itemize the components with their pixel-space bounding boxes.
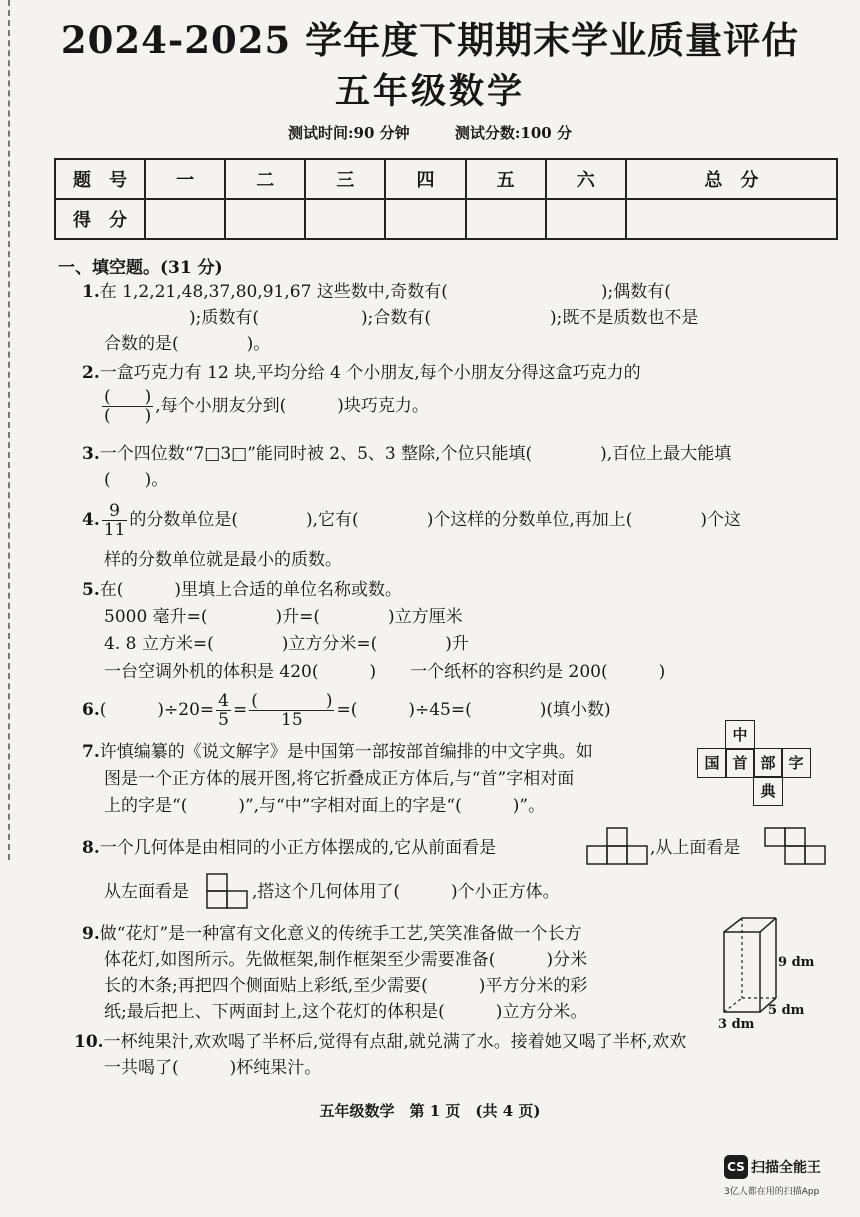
question-4-line-1: 4. $\frac{9}{11}$ 的分数单位是( ),它有( )个这样的分数单位,再加上( )个这 (82, 501, 741, 540)
question-9-line-4: 纸;最后把上、下两面封上,这个花灯的体积是( )立方分米。 (104, 1002, 588, 1022)
question-8-line-1b: ,从上面看是 (650, 838, 741, 858)
score-cell[interactable] (305, 199, 385, 239)
question-2-line-1: 2.一盒巧克力有 12 块,平均分给 4 个小朋友,每个小朋友分得这盒巧克力的 (82, 363, 641, 383)
question-6-fraction-a: $\frac{4}{5}$ (218, 691, 229, 730)
question-2-line-2: $\frac{( )}{( )}$ ,每个小朋友分到( )块巧克力。 (104, 387, 429, 426)
question-6: 6.( )÷20= $\frac{4}{5}$ = $\frac{( )}{15}$ =( )÷45=( )(填小数) (82, 691, 611, 730)
net-cell: 部 (753, 748, 783, 778)
question-8-line-2b: ,搭这个几何体用了( )个小正方体。 (252, 882, 560, 902)
score-cell[interactable] (225, 199, 305, 239)
question-4-fraction: $\frac{9}{11}$ (103, 501, 126, 540)
score-row-label: 得 分 (55, 199, 145, 239)
cuboid-lantern-figure (716, 914, 826, 1032)
question-10-line-2: 一共喝了( )杯纯果汁。 (104, 1058, 322, 1078)
question-5-line-4: 一台空调外机的体积是 420( ) 一个纸杯的容积约是 200( ) (104, 662, 666, 682)
net-cell: 国 (697, 748, 727, 778)
question-7-line-1: 7.许慎编纂的《说文解字》是中国第一部按部首编排的中文字典。如 (82, 742, 593, 762)
test-score: 测试分数:100 分 (454, 124, 572, 142)
question-8-line-2: 从左面看是 (104, 882, 189, 902)
height-label: 9 dm (778, 955, 815, 970)
test-time: 测试时间:90 分钟 (288, 124, 410, 142)
question-5-line-2: 5000 毫升=( )升=( )立方厘米 (104, 607, 463, 627)
question-5-line-3: 4. 8 立方米=( )立方分米=( )升 (104, 634, 469, 654)
width-label: 5 dm (768, 1003, 805, 1018)
exam-subtitle: 五年级数学 (334, 71, 525, 112)
score-table-header-row (55, 159, 837, 199)
question-6-fraction-b: $\frac{( )}{15}$ (251, 691, 333, 730)
score-header-cell: 题 号 (55, 159, 145, 199)
score-cell[interactable] (385, 199, 465, 239)
question-1-line-2: );质数有( );合数有( );既不是质数也不是 (104, 308, 699, 328)
top-view-figure (764, 826, 830, 868)
score-header-cell: 四 (385, 159, 465, 199)
score-header-cell: 三 (305, 159, 385, 199)
question-3-line-1: 3.一个四位数“7□3□”能同时被 2、5、3 整除,个位只能填( ),百位上最大能填 (82, 444, 732, 464)
score-header-cell: 五 (466, 159, 546, 199)
question-9-line-3: 长的木条;再把四个侧面贴上彩纸,至少需要( )平方分米的彩 (104, 976, 588, 996)
section-heading: 一、填空题。(31 分) (58, 258, 223, 278)
score-cell[interactable] (466, 199, 546, 239)
score-header-cell: 总 分 (626, 159, 837, 199)
scanner-watermark (724, 1155, 854, 1197)
question-8-line-1: 8.一个几何体是由相同的小正方体摆成的,它从前面看是 (82, 838, 497, 858)
net-cell: 典 (753, 776, 783, 806)
scanner-tagline: 3亿人都在用的扫描App (724, 1187, 820, 1197)
question-5-line-1: 5.在( )里填上合适的单位名称或数。 (82, 580, 403, 600)
page-footer: 五年级数学 第 1 页 (共 4 页) (319, 1102, 541, 1120)
question-7-line-2: 图是一个正方体的展开图,将它折叠成正方体后,与“首”字相对面 (104, 769, 575, 789)
score-header-cell: 二 (225, 159, 305, 199)
left-view-figure (206, 872, 250, 910)
question-7-line-3: 上的字是“( )”,与“中”字相对面上的字是“( )”。 (104, 796, 546, 816)
question-9-line-2: 体花灯,如图所示。先做框架,制作框架至少需要准备( )分米 (104, 950, 588, 970)
score-cell[interactable] (145, 199, 225, 239)
question-1-line-3: 合数的是( )。 (104, 334, 271, 354)
exam-meta (0, 122, 860, 143)
score-table (54, 158, 838, 240)
score-header-cell: 六 (546, 159, 626, 199)
question-3-line-2: ( )。 (104, 470, 169, 490)
exam-title: 2024-2025 学年度下期期末学业质量评估 (60, 18, 800, 62)
score-table-score-row (55, 199, 837, 239)
front-view-figure (586, 826, 648, 866)
scanner-logo-icon: CS (724, 1155, 748, 1179)
question-4-line-2: 样的分数单位就是最小的质数。 (104, 550, 342, 570)
score-cell[interactable] (626, 199, 837, 239)
depth-label: 3 dm (718, 1017, 755, 1032)
score-cell[interactable] (546, 199, 626, 239)
score-header-cell: 一 (145, 159, 225, 199)
question-1-line-1: 1.在 1,2,21,48,37,80,91,67 这些数中,奇数有( );偶数有( (82, 282, 671, 302)
net-cell: 中 (725, 720, 755, 750)
question-10-line-1: 10.一杯纯果汁,欢欢喝了半杯后,觉得有点甜,就兑满了水。接着她又喝了半杯,欢欢 (74, 1032, 687, 1052)
net-cell: 首 (725, 748, 755, 778)
scanner-app-name: 扫描全能王 (751, 1160, 821, 1176)
question-9-line-1: 9.做“花灯”是一种富有文化意义的传统手工艺,笑笑准备做一个长方 (82, 924, 582, 944)
question-2-fraction: $\frac{( )}{( )}$ (104, 387, 152, 426)
net-cell: 字 (781, 748, 811, 778)
